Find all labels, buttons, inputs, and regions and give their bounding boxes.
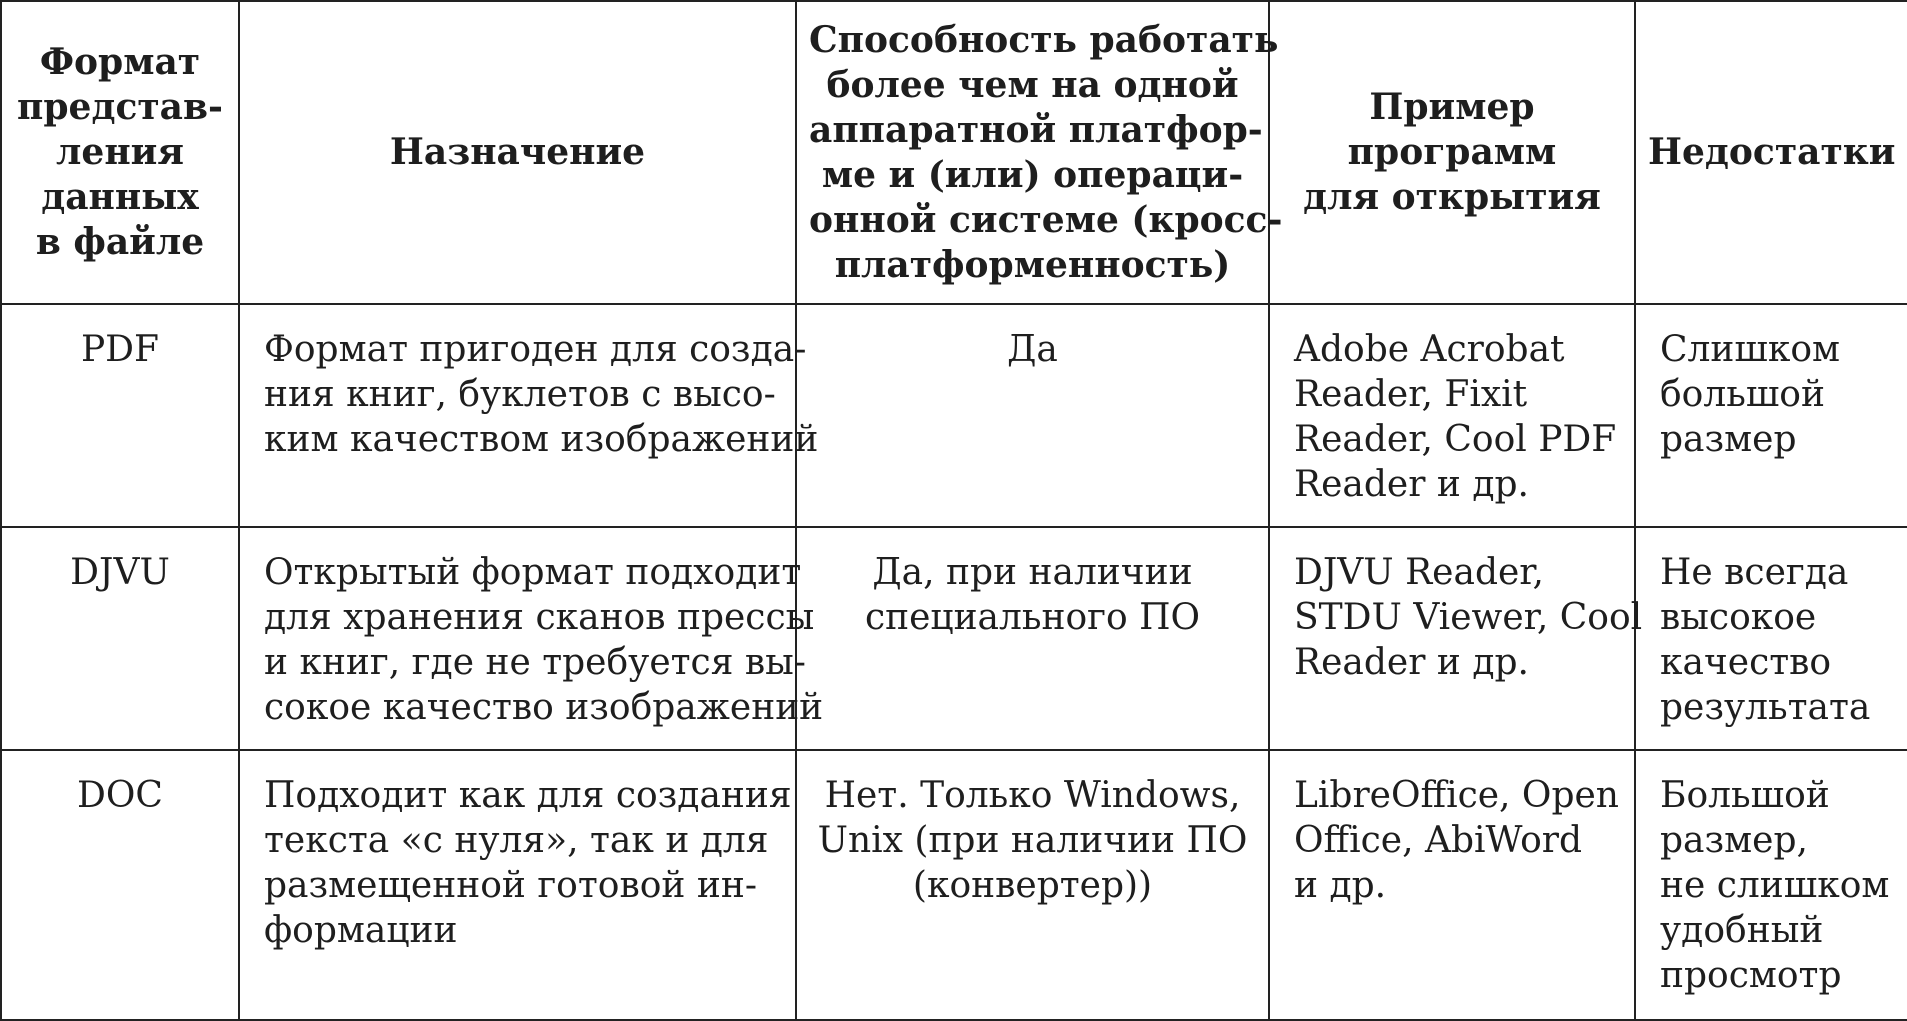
cell-text-line: текста «с нуля», так и для — [264, 820, 769, 861]
cell-text-line: удобный — [1660, 910, 1824, 951]
cell-text-line: Reader, Fixit — [1294, 374, 1528, 415]
format-cell — [1, 304, 239, 527]
cell-text-line: размер — [1660, 419, 1797, 460]
programs-cell — [1269, 304, 1635, 527]
cell-text-line: размещенной готовой ин- — [264, 865, 757, 906]
format-cell — [1, 750, 239, 1020]
header-format — [1, 1, 239, 304]
header-text-line: Формат — [39, 41, 201, 83]
format-cell — [1, 527, 239, 750]
cell-text-line: Reader и др. — [1294, 642, 1529, 683]
cell-text-line: Unix (при наличии ПО — [817, 820, 1248, 861]
header-text-line: ме и (или) операци- — [821, 153, 1244, 196]
cell-text-line: большой — [1660, 374, 1825, 415]
purpose-cell — [239, 304, 819, 527]
header-text-line: ления — [56, 131, 184, 173]
table-row — [1, 750, 1907, 1020]
header-text-line: более чем на одной — [826, 63, 1239, 106]
cell-text-line: Adobe Acrobat — [1294, 329, 1565, 370]
cell-text-line: просмотр — [1660, 955, 1842, 996]
cell-text-line: DJVU Reader, — [1294, 552, 1544, 593]
cell-text-line: высокое — [1660, 597, 1817, 638]
cell-text-line: формации — [264, 910, 458, 951]
cell-text-line: сокое качество изображений — [264, 687, 824, 728]
cell-text-line: и др. — [1294, 865, 1387, 906]
programs-cell — [1269, 527, 1643, 750]
cell-text-line: размер, — [1660, 820, 1808, 861]
crossplatform-cell — [796, 304, 1269, 527]
header-text-line: онной системе (кросс- — [809, 198, 1283, 241]
cell-text-line: Да, при наличии — [872, 552, 1193, 593]
header-text-line: Недостатки — [1648, 131, 1896, 173]
cell-text-line: Подходит как для создания — [264, 775, 792, 816]
header-programs — [1269, 1, 1635, 304]
cell-text-line: DOC — [77, 775, 163, 816]
cell-text-line: результата — [1660, 687, 1871, 728]
header-crossplatform — [796, 1, 1283, 304]
crossplatform-cell — [796, 750, 1269, 1020]
cell-text-line: Формат пригоден для созда- — [264, 329, 807, 370]
cell-text-line: Reader и др. — [1294, 464, 1529, 505]
crossplatform-cell — [796, 527, 1269, 750]
header-text-line: в файле — [35, 221, 205, 263]
purpose-cell — [239, 527, 824, 750]
header-text-line: для открытия — [1303, 176, 1601, 218]
cell-text-line: LibreOffice, Open — [1294, 775, 1619, 816]
purpose-cell — [239, 750, 796, 1020]
header-text-line: программ — [1347, 131, 1557, 173]
cell-text-line: качество — [1660, 642, 1832, 683]
header-purpose — [239, 1, 796, 304]
cell-text-line: и книг, где не требуется вы- — [264, 642, 806, 683]
cell-text-line: Да — [1007, 329, 1058, 370]
header-row — [1, 1, 1907, 304]
cell-text-line: специального ПО — [864, 597, 1201, 638]
cell-text-line: Office, AbiWord — [1294, 820, 1582, 861]
cell-text-line: Нет. Только Windows, — [824, 775, 1241, 816]
cell-text-line: Reader, Cool PDF — [1294, 419, 1617, 460]
cell-text-line: ния книг, буклетов с высо- — [264, 374, 776, 415]
cell-text-line: PDF — [80, 329, 160, 370]
header-text-line: аппаратной платфор- — [809, 108, 1263, 151]
cell-text-line: (конвертер)) — [912, 865, 1153, 906]
header-text-line: Способность работать — [809, 18, 1279, 61]
drawbacks-cell — [1635, 750, 1907, 1020]
programs-cell — [1269, 750, 1635, 1020]
header-text-line: Назначение — [389, 131, 646, 173]
cell-text-line: ким качеством изображений — [264, 419, 819, 460]
cell-text-line: Не всегда — [1660, 552, 1849, 593]
header-text-line: данных — [41, 176, 199, 218]
header-text-line: представ- — [17, 86, 223, 128]
cell-text-line: для хранения сканов прессы — [264, 597, 815, 638]
header-drawbacks — [1635, 1, 1907, 304]
cell-text-line: Слишком — [1660, 329, 1841, 370]
cell-text-line: STDU Viewer, Cool — [1294, 597, 1643, 638]
cell-text-line: DJVU — [70, 552, 170, 593]
drawbacks-cell — [1635, 304, 1907, 527]
header-text-line: Пример — [1369, 86, 1535, 128]
table-row — [1, 304, 1907, 527]
cell-text-line: Большой — [1660, 775, 1830, 816]
header-text-line: платформенность) — [834, 243, 1231, 286]
table-row — [1, 527, 1907, 750]
cell-text-line: Открытый формат подходит — [264, 552, 802, 593]
drawbacks-cell — [1635, 527, 1907, 750]
cell-text-line: не слишком — [1660, 865, 1890, 906]
